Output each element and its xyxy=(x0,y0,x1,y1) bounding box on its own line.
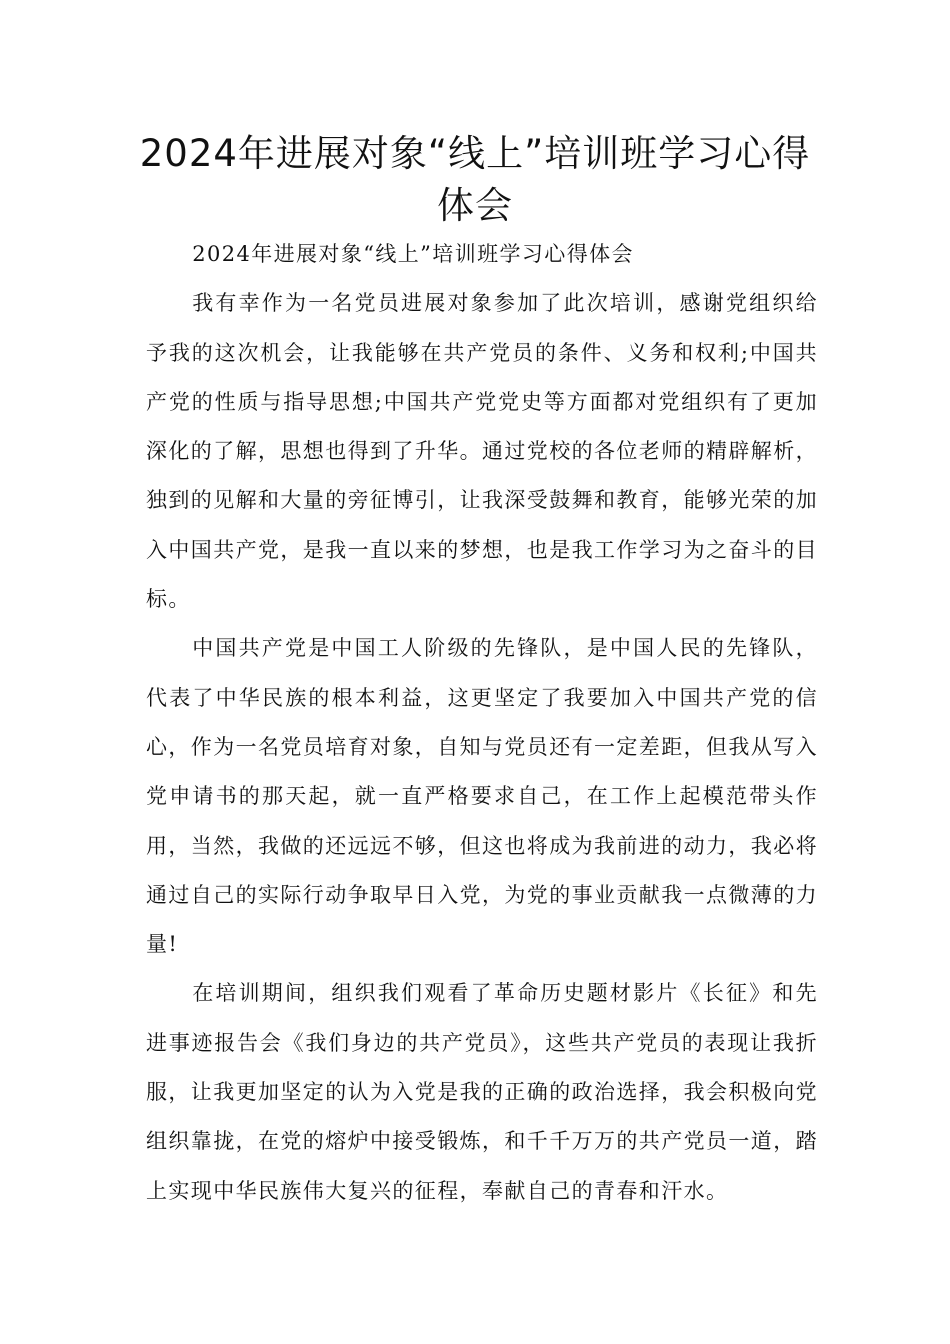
document-title: 2024年进展对象“线上”培训班学习心得体会 xyxy=(139,132,811,227)
document-subtitle: 2024年进展对象“线上”培训班学习心得体会 xyxy=(192,242,634,266)
paragraph-3: 在培训期间，组织我们观看了革命历史题材影片《长征》和先进事迹报告会《我们身边的共产党员》，这些共产党员的表现让我折服，让我更加坚定的认为入党是我的正确的政治选择，我会积极向党组织靠拢，在党的熔炉中接受锻炼，和千千万万的共产党员一道，踏上实现中华民族伟大复兴的征程，奉献自己的青春和汗水。 xyxy=(146,981,818,1203)
paragraph-1: 我有幸作为一名党员进展对象参加了此次培训，感谢党组织给予我的这次机会，让我能够在共产党员的条件、义务和权利;中国共产党的性质与指导思想;中国共产党党史等方面都对党组织有了更加深化的了解，思想也得到了升华。通过党校的各位老师的精辟解析，独到的见解和大量的旁征博引，让我深受鼓舞和教育，能够光荣的加入中国共产党，是我一直以来的梦想，也是我工作学习为之奋斗的目标。 xyxy=(146,291,818,612)
document-body xyxy=(146,230,818,1216)
paragraph-2: 中国共产党是中国工人阶级的先锋队，是中国人民的先锋队，代表了中华民族的根本利益，这更坚定了我要加入中国共产党的信心，作为一名党员培育对象，自知与党员还有一定差距，但我从写入党申请书的那天起，就一直严格要求自己，在工作上起模范带头作用，当然，我做的还远远不够，但这也将成为我前进的动力，我必将通过自己的实际行动争取早日入党，为党的事业贡献我一点微薄的力量! xyxy=(146,636,818,957)
